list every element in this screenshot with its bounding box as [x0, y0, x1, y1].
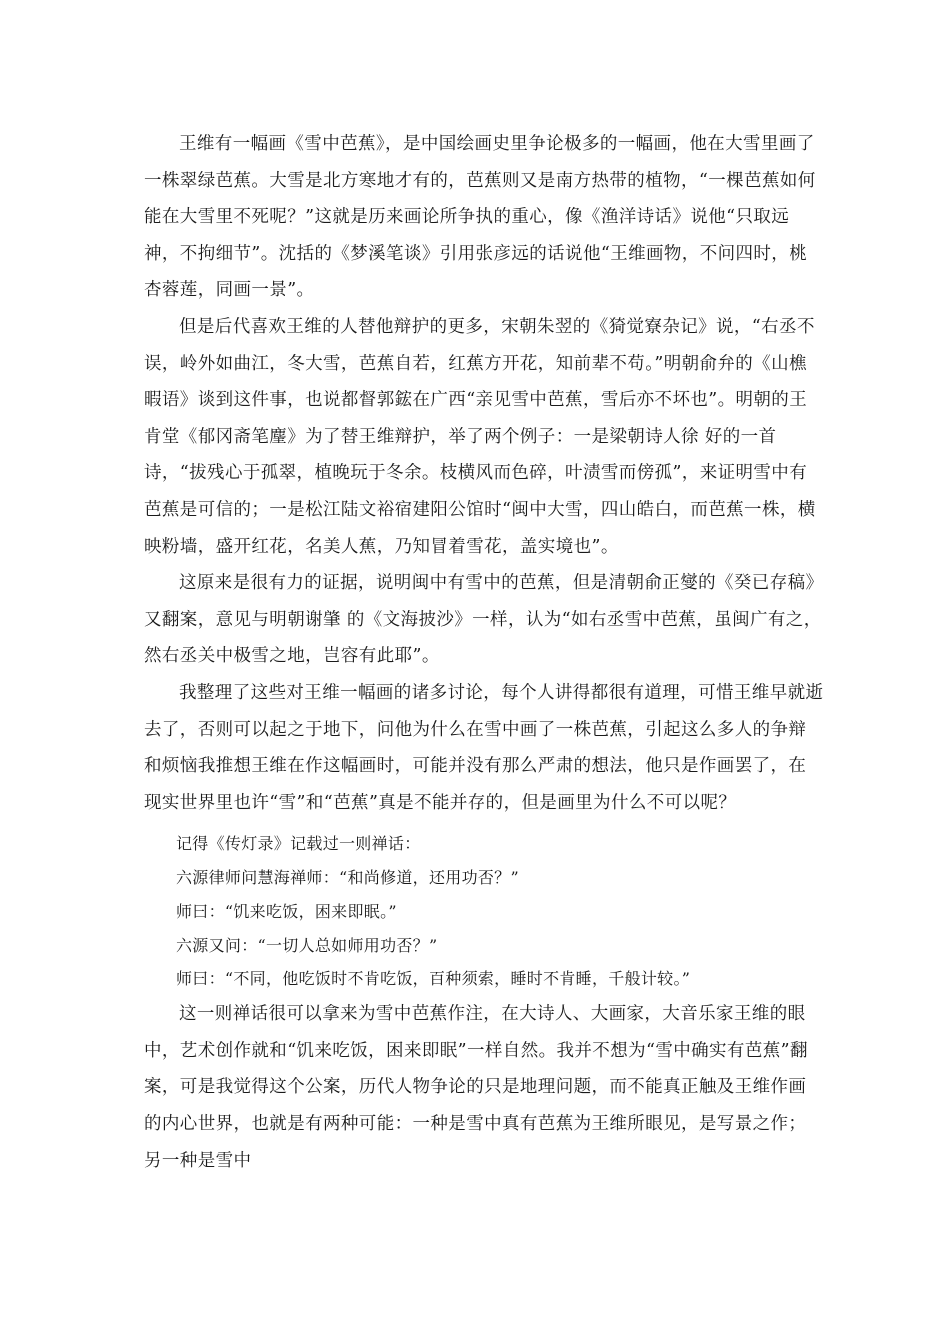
- dialogue-line: 记得《传灯录》记载过一则禅话：: [176, 834, 421, 854]
- dialogue-line: 师曰：“饥来吃饭，困来即眠。”: [176, 901, 397, 921]
- dialogue-line: 师曰：“不同，他吃饭时不肯吃饭，百种须索，睡时不肯睡，千般计较。”: [176, 969, 691, 989]
- zen-dialogue: [144, 827, 824, 996]
- dialogue-line: 六源又问：“一切人总如师用功否？”: [176, 935, 438, 955]
- closing-paragraph: 这一则禅话很可以拿来为雪中芭蕉作注，在大诗人、大画家，大音乐家王维的眼中，艺术创作就和“饥来吃饭，困来即眠”一样自然。我并不想为“雪中确实有芭蕉”翻案，可是我觉得这个公案，历代人物争论的只是地理问题，而不能真正触及王维作画的内心世界，也就是有两种可能：一种是雪中真有芭蕉为王维所眼见，是写景之作；另一种是雪中: [144, 1004, 808, 1171]
- paragraph-2: 但是后代喜欢王维的人替他辩护的更多，宋朝朱翌的《猗觉寮杂记》说，“右丞不误，岭外如曲江，冬大雪，芭蕉自若，红蕉方开花，知前辈不苟。”明朝俞弁的《山樵暇语》谈到这件事，也说都督郭鋐在广西“亲见雪中芭蕉，雪后亦不坏也”。明朝的王肯堂《郁冈斋笔麈》为了替王维辩护，举了两个例子：一是梁朝诗人徐 好的一首诗，“拔残心于孤翠，植晚玩于冬余。枝横风而色碎，叶渍雪而傍孤”，来证明雪中有芭蕉是可信的；一是松江陆文裕宿建阳公馆时“闽中大雪，四山皓白，而芭蕉一株，横映粉墙，盛开红花，名美人蕉，乃知冒着雪花，盖实境也”。: [144, 316, 816, 557]
- article-body: [144, 126, 824, 1179]
- paragraph-3: 这原来是很有力的证据，说明闽中有雪中的芭蕉，但是清朝俞正燮的《癸已存稿》又翻案，意见与明朝谢肇 的《文海披沙》一样，认为“如右丞雪中芭蕉，虽闽广有之，然右丞关中极雪之地，岂容有此耶”。: [144, 573, 824, 667]
- paragraph-4: 我整理了这些对王维一幅画的诸多讨论，每个人讲得都很有道理，可惜王维早就逝去了，否则可以起之于地下，问他为什么在雪中画了一株芭蕉，引起这么多人的争辩和烦恼我推想王维在作这幅画时，可能并没有那么严肃的想法，他只是作画罢了，在现实世界里也许“雪”和“芭蕉”真是不能并存的，但是画里为什么不可以呢？: [144, 682, 824, 813]
- dialogue-line: 六源律师问慧海禅师：“和尚修道，还用功否？”: [176, 868, 519, 888]
- paragraph-1: 王维有一幅画《雪中芭蕉》，是中国绘画史里争论极多的一幅画，他在大雪里画了一株翠绿芭蕉。大雪是北方寒地才有的，芭蕉则又是南方热带的植物，“一棵芭蕉如何能在大雪里不死呢？”这就是历来画论所争执的重心，像《渔洋诗话》说他“只取远神，不拘细节”。沈括的《梦溪笔谈》引用张彦远的话说他“王维画物，不问四时，桃杏蓉莲，同画一景”。: [144, 134, 816, 301]
